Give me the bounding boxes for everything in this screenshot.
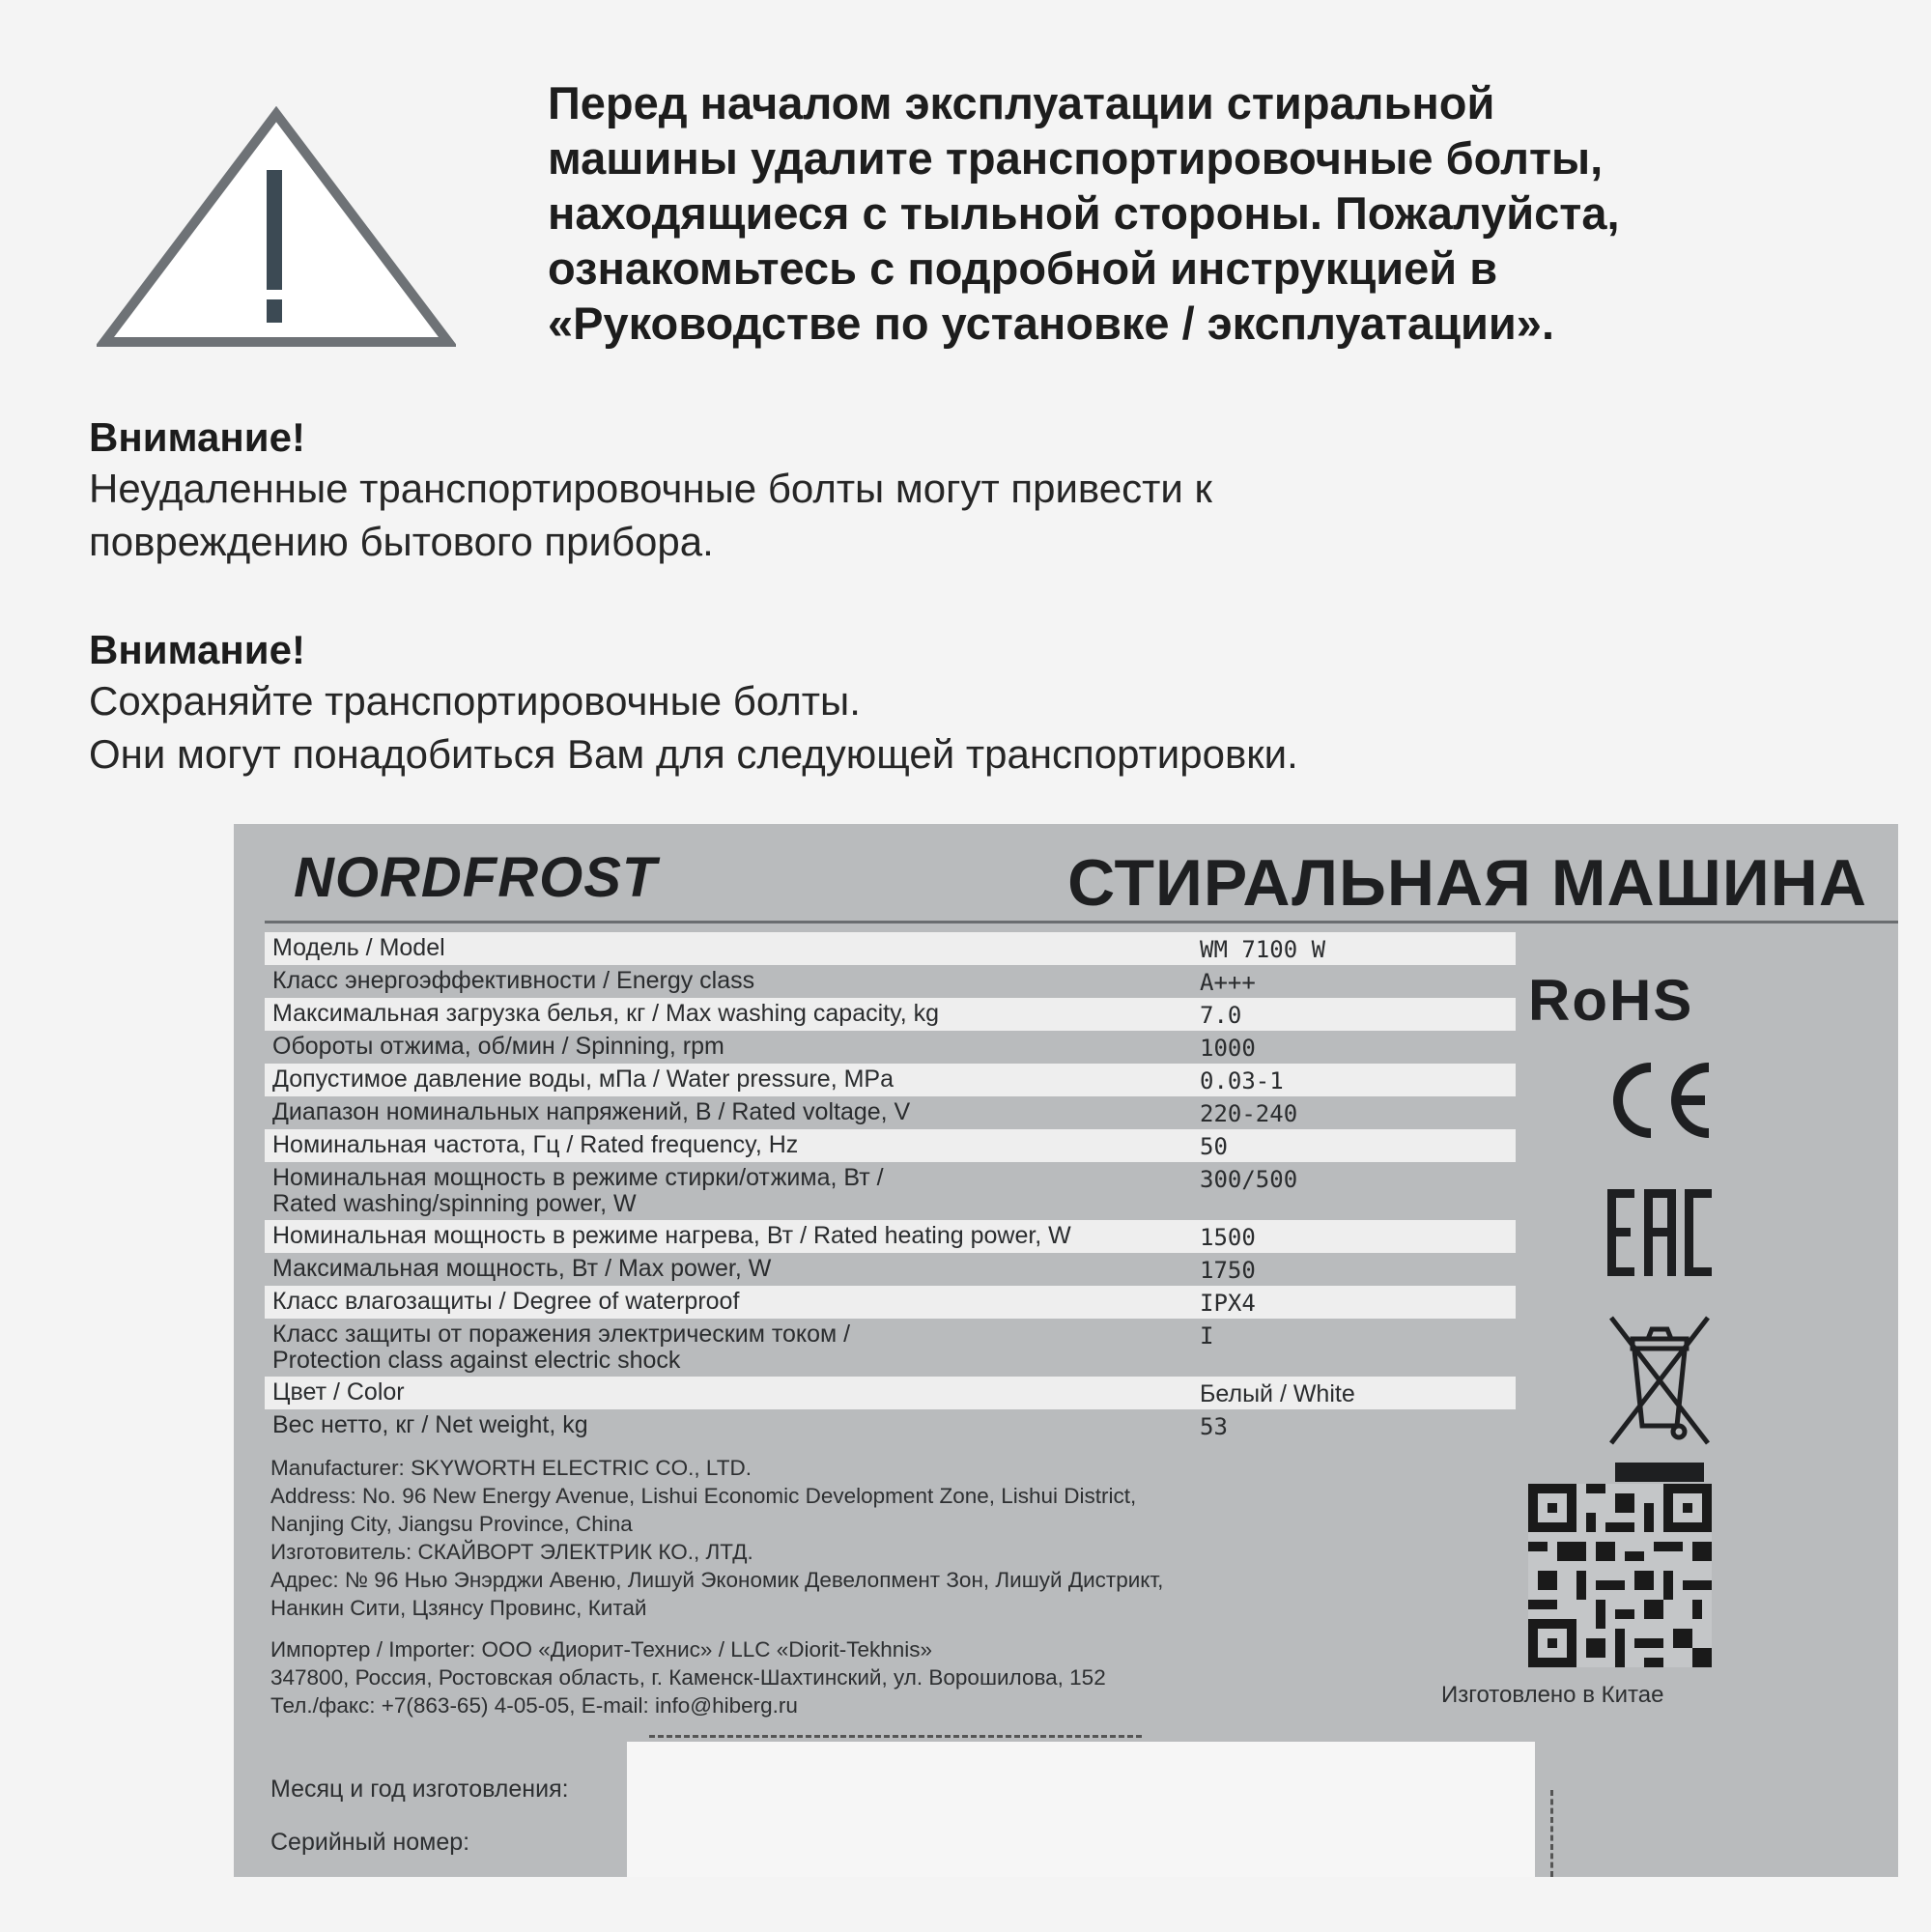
spec-label: Модель / Model xyxy=(272,934,445,961)
spec-row xyxy=(265,1286,1516,1319)
spec-label: Вес нетто, кг / Net weight, kg xyxy=(272,1411,588,1438)
spec-row xyxy=(265,1319,1516,1377)
warning-line: Перед началом эксплуатации стиральной xyxy=(548,77,1495,128)
spec-value: I xyxy=(1200,1322,1214,1350)
title-divider xyxy=(265,921,1898,923)
attention-heading: Внимание! xyxy=(89,627,305,672)
eac-mark-icon xyxy=(1607,1189,1712,1276)
warning-line: находящиеся с тыльной стороны. Пожалуйста, xyxy=(548,187,1620,239)
attention-note-2 xyxy=(89,626,1828,781)
spec-value: 220-240 xyxy=(1200,1100,1298,1127)
spec-row xyxy=(265,1064,1516,1096)
production-data-field xyxy=(627,1742,1535,1877)
qr-code-icon xyxy=(1528,1484,1712,1667)
spec-value: A+++ xyxy=(1200,969,1256,996)
spec-value: Белый / White xyxy=(1200,1380,1355,1407)
spec-row xyxy=(265,965,1516,998)
spec-row xyxy=(265,1031,1516,1064)
spec-row xyxy=(265,998,1516,1031)
importer-line: Тел./факс: +7(863-65) 4-05-05, E-mail: info@hiberg.ru xyxy=(270,1693,798,1718)
spec-label-line: Номинальная мощность в режиме стирки/отжима, Вт / xyxy=(272,1164,884,1191)
spec-value: IPX4 xyxy=(1200,1290,1256,1317)
spec-row xyxy=(265,932,1516,965)
brand-logo: NORDFROST xyxy=(294,846,658,909)
spec-row xyxy=(265,1253,1516,1286)
attention-heading: Внимание! xyxy=(89,414,305,460)
attention-note-1 xyxy=(89,413,1828,568)
cut-line xyxy=(649,1735,1142,1738)
spec-row xyxy=(265,1409,1516,1442)
spec-label: Обороты отжима, об/мин / Spinning, rpm xyxy=(272,1033,724,1060)
rohs-mark-icon: RoHS xyxy=(1528,968,1694,1033)
serial-number-label: Серийный номер: xyxy=(270,1829,470,1856)
spec-label: Диапазон номинальных напряжений, В / Rated voltage, V xyxy=(272,1098,911,1125)
spec-value: 1000 xyxy=(1200,1035,1256,1062)
spec-label: Допустимое давление воды, мПа / Water pressure, MPa xyxy=(272,1065,894,1093)
spec-label-line: Класс защиты от поражения электрическим током / xyxy=(272,1321,851,1348)
warning-message xyxy=(548,75,1919,351)
spec-row xyxy=(265,1377,1516,1409)
spec-label-line: Rated washing/spinning power, W xyxy=(272,1190,637,1217)
importer-line: Импортер / Importer: ООО «Диорит-Технис» / LLC «Diorit-Tekhnis» xyxy=(270,1637,933,1662)
rating-plate xyxy=(234,824,1898,1877)
spec-value: 0.03-1 xyxy=(1200,1067,1284,1094)
warning-line: ознакомьтесь с подробной инструкцией в xyxy=(548,242,1498,294)
manufacturer-line: Manufacturer: SKYWORTH ELECTRIC CO., LTD. xyxy=(270,1456,753,1480)
attention-text: Они могут понадобиться Вам для следующей транспортировки. xyxy=(89,731,1298,777)
manufacturer-line: Address: No. 96 New Energy Avenue, Lishui Economic Development Zone, Lishui District, xyxy=(270,1484,1137,1508)
spec-table xyxy=(265,932,1516,1442)
spec-label: Номинальная мощность в режиме нагрева, Вт / Rated heating power, W xyxy=(272,1222,1071,1249)
spec-row xyxy=(265,1162,1516,1220)
spec-row xyxy=(265,1129,1516,1162)
spec-label-line: Protection class against electric shock xyxy=(272,1347,681,1374)
spec-value: WM 7100 W xyxy=(1200,936,1326,963)
plate-title: СТИРАЛЬНАЯ МАШИНА xyxy=(1067,846,1867,920)
warning-line: машины удалите транспортировочные болты, xyxy=(548,132,1604,184)
spec-label: Номинальная частота, Гц / Rated frequency, Hz xyxy=(272,1131,799,1158)
spec-label xyxy=(272,1165,1190,1217)
attention-text: Неудаленные транспортировочные болты могут привести к xyxy=(89,466,1212,511)
manufacturer-info xyxy=(270,1454,1362,1622)
importer-info xyxy=(270,1635,1362,1719)
made-in-label: Изготовлено в Китае xyxy=(1441,1682,1664,1708)
manufacturer-line: Nanjing City, Jiangsu Province, China xyxy=(270,1512,633,1536)
spec-value: 1500 xyxy=(1200,1224,1256,1251)
manufacturer-line: Адрес: № 96 Нью Энэрджи Авеню, Лишуй Экономик Девелопмент Зон, Лишуй Дистрикт, xyxy=(270,1568,1164,1592)
ce-mark-icon xyxy=(1601,1060,1717,1141)
warning-triangle-icon xyxy=(97,106,456,348)
spec-value: 7.0 xyxy=(1200,1002,1242,1029)
spec-label: Класс влагозащиты / Degree of waterproof xyxy=(272,1288,740,1315)
cut-line xyxy=(1550,1790,1553,1877)
spec-row xyxy=(265,1096,1516,1129)
manufacturer-line: Нанкин Сити, Цзянсу Провинс, Китай xyxy=(270,1596,647,1620)
warning-line: «Руководстве по установке / эксплуатации». xyxy=(548,298,1555,349)
spec-label: Цвет / Color xyxy=(272,1378,405,1406)
importer-line: 347800, Россия, Ростовская область, г. Каменск-Шахтинский, ул. Ворошилова, 152 xyxy=(270,1665,1106,1690)
spec-value: 1750 xyxy=(1200,1257,1256,1284)
manufacturer-line: Изготовитель: СКАЙВОРТ ЭЛЕКТРИК КО., ЛТД. xyxy=(270,1540,753,1564)
spec-value: 300/500 xyxy=(1200,1166,1298,1193)
attention-text: повреждению бытового прибора. xyxy=(89,519,714,564)
attention-text: Сохраняйте транспортировочные болты. xyxy=(89,678,861,724)
spec-label: Максимальная мощность, Вт / Max power, W xyxy=(272,1255,772,1282)
spec-label: Класс энергоэффективности / Energy class xyxy=(272,967,755,994)
manufacture-date-label: Месяц и год изготовления: xyxy=(270,1776,569,1803)
spec-value: 53 xyxy=(1200,1413,1228,1440)
spec-value: 50 xyxy=(1200,1133,1228,1160)
spec-row xyxy=(265,1220,1516,1253)
spec-label xyxy=(272,1321,1190,1374)
spec-label: Максимальная загрузка белья, кг / Max washing capacity, kg xyxy=(272,1000,940,1027)
weee-bin-icon xyxy=(1605,1312,1714,1486)
